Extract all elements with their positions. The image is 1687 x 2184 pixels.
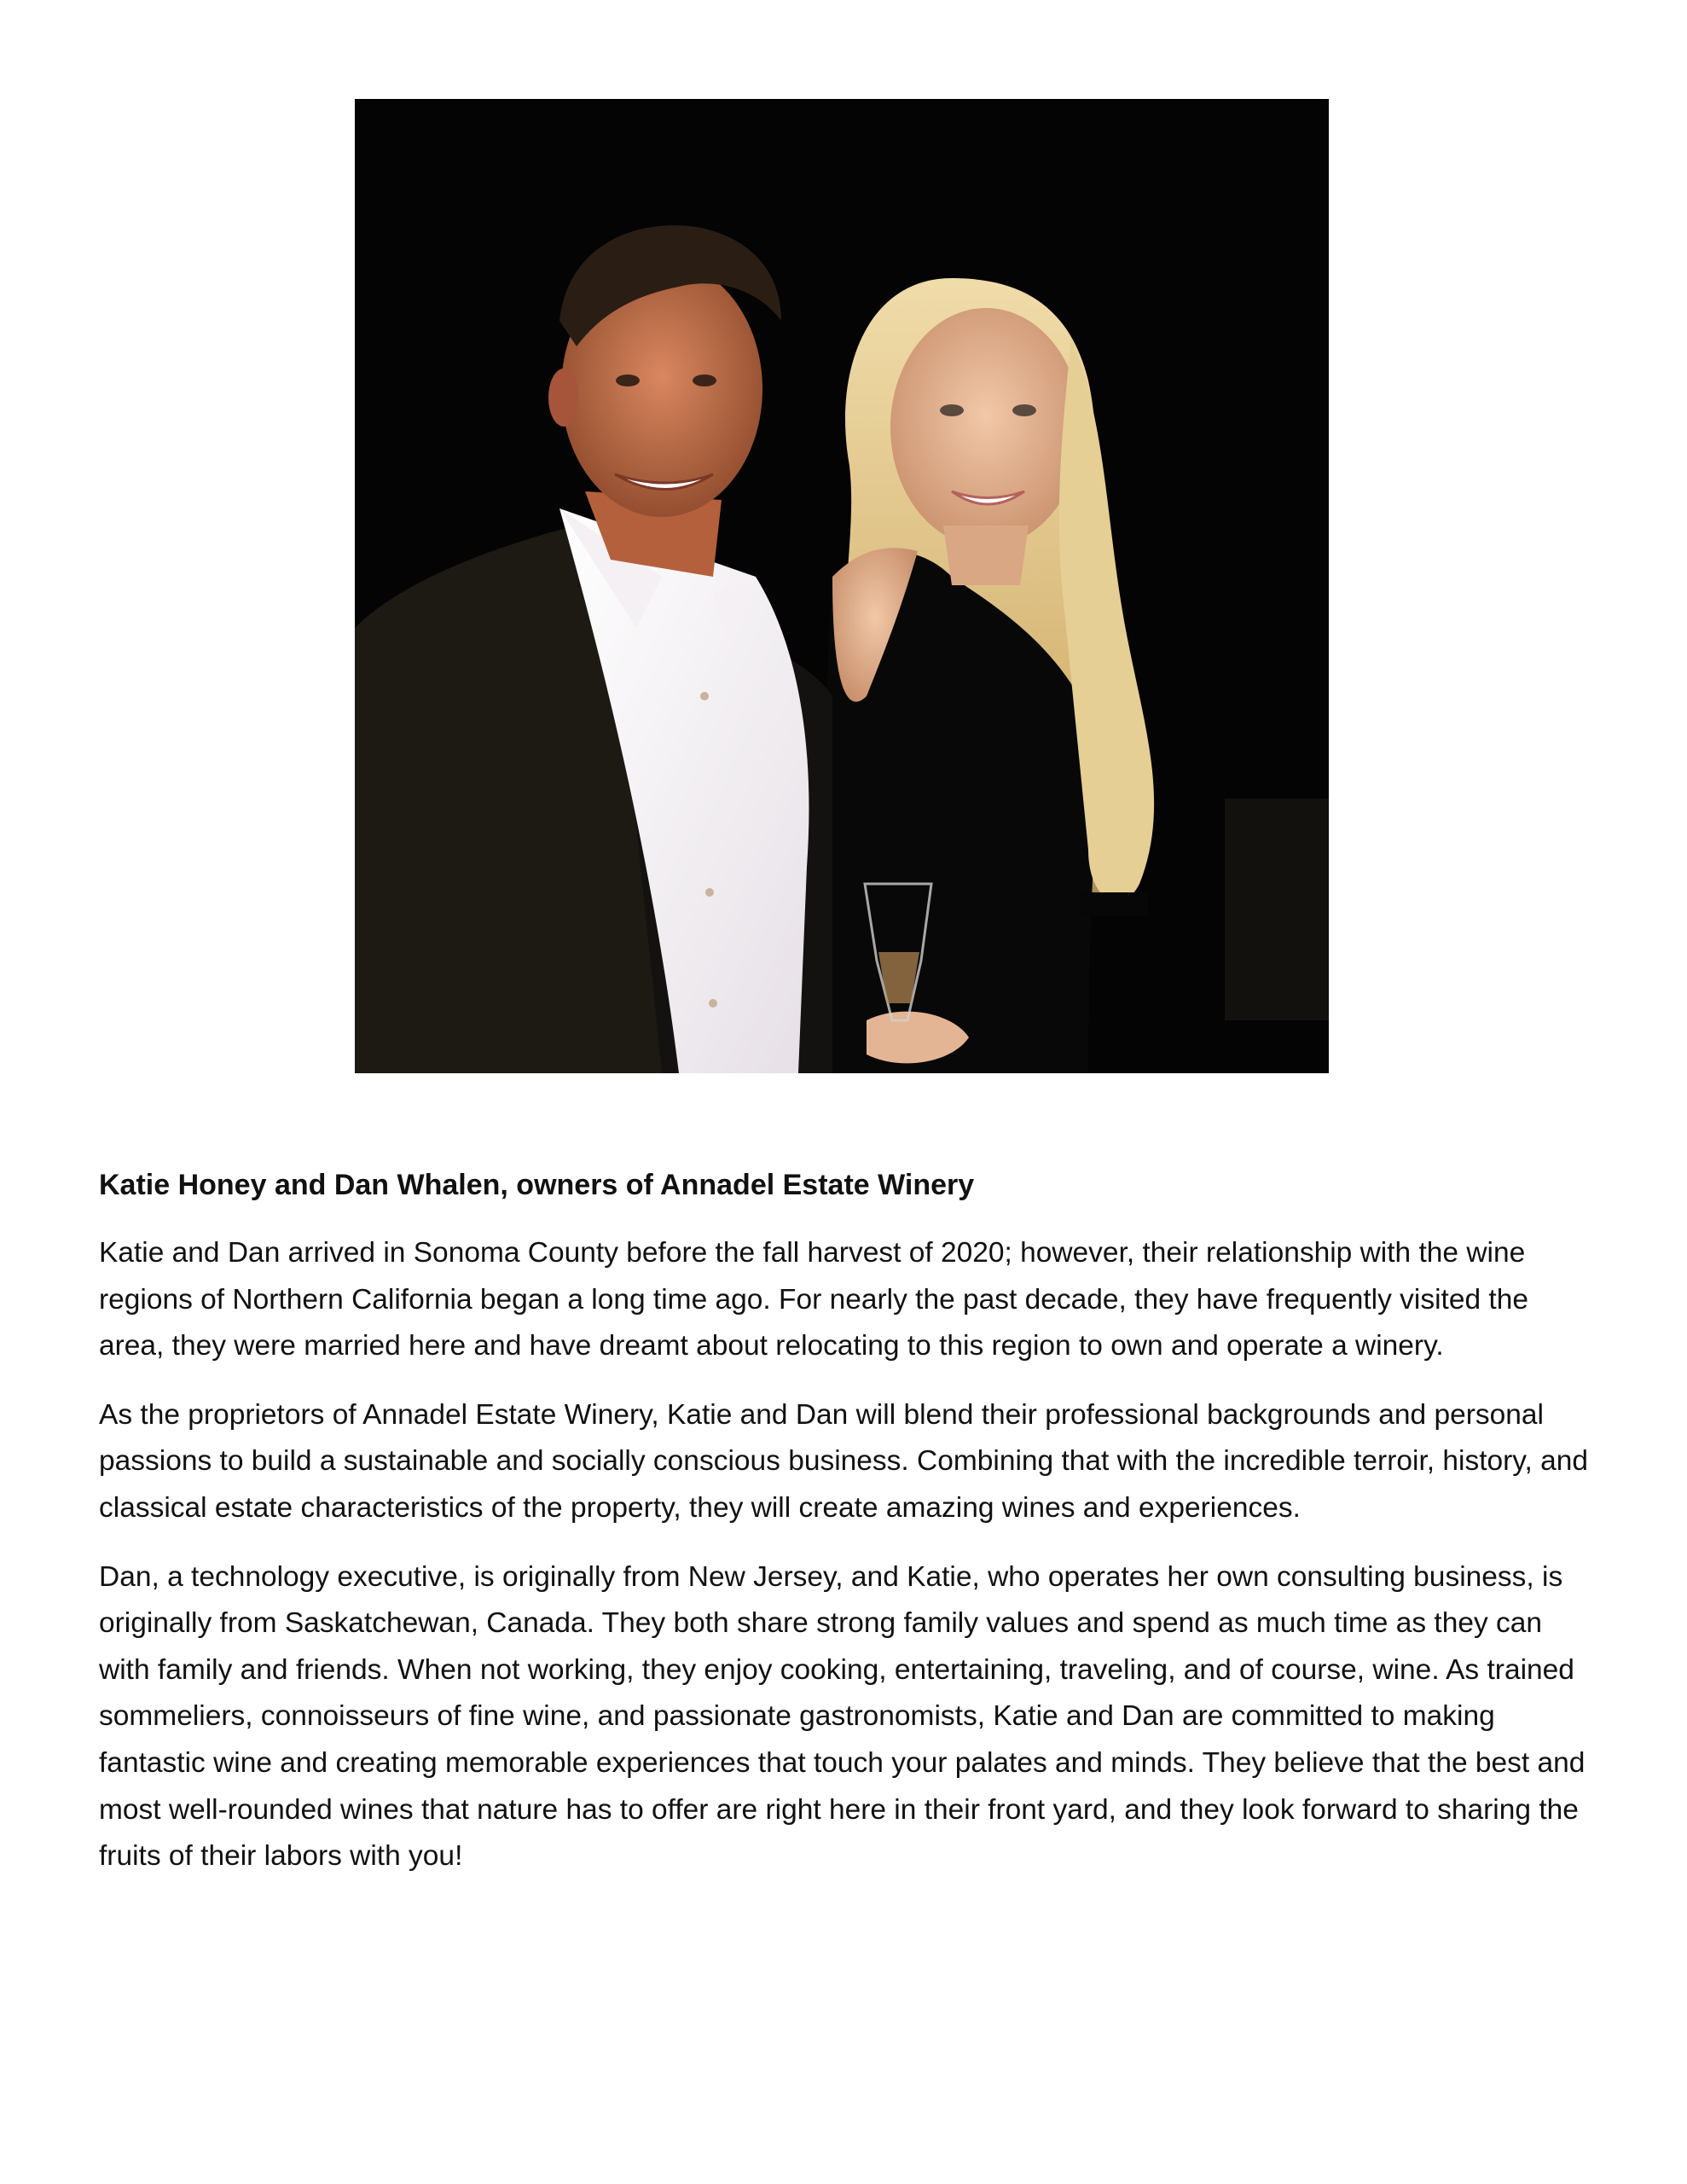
photo-caption: Katie Honey and Dan Whalen, owners of Annadel Estate Winery — [99, 1169, 975, 1201]
owners-article — [99, 1162, 1600, 1902]
owners-photo-illustration — [355, 99, 1329, 1073]
paragraph-arrival: Katie and Dan arrived in Sonoma County before the fall harvest of 2020; however, their relationship with the wine regions of Northern California began a long time ago. For nearly the past decade, they have frequently visited the area, they were married here and have dreamt about relocating to this region to own and operate a winery. — [99, 1237, 1528, 1362]
owners-photo — [355, 99, 1329, 1073]
paragraph-backgrounds: Dan, a technology executive, is originally from New Jersey, and Katie, who operates her own consulting business, is originally from Saskatchewan, Canada. They both share strong family values and spend as much time as they can with family and friends. When not working, they enjoy cooking, entertaining, traveling, and of course, wine. As trained sommeliers, connoisseurs of fine wine, and passionate gastronomists, Katie and Dan are committed to making fantastic wine and creating memorable experiences that touch your palates and minds. They believe that the best and most well-rounded wines that nature has to offer are right here in their front yard, and they look forward to sharing the fruits of their labors with you! — [99, 1560, 1586, 1873]
paragraph-proprietors: As the proprietors of Annadel Estate Winery, Katie and Dan will blend their professional backgrounds and personal passions to build a sustainable and socially conscious business. Combining that with the incredible terroir, history, and classical estate characteristics of the property, they will create amazing wines and experiences. — [99, 1398, 1589, 1524]
